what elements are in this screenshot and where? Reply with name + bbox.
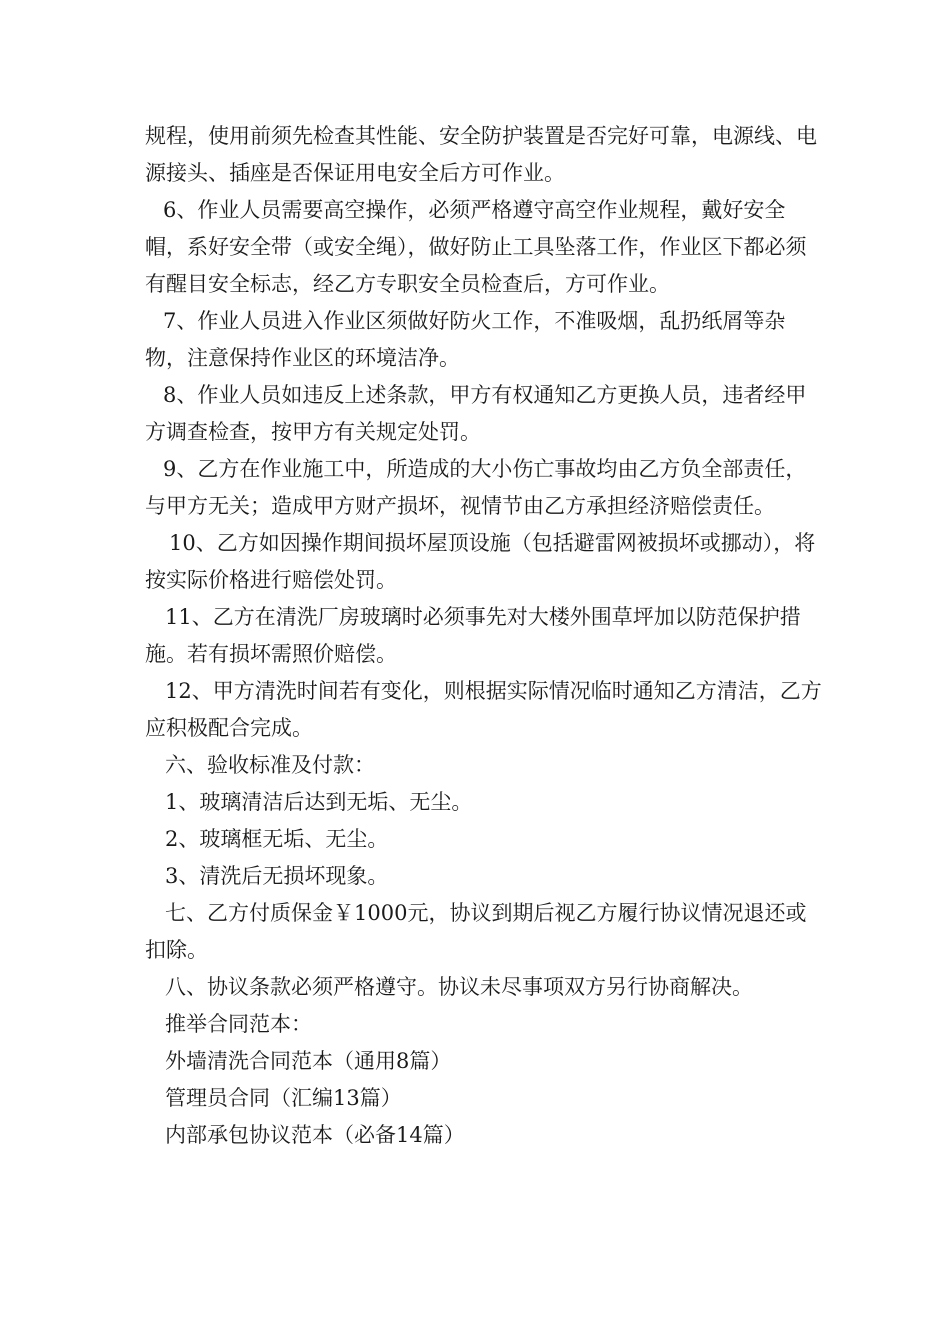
paragraph-clause-7: 7、作业人员进入作业区须做好防火工作，不准吸烟，乱扔纸屑等杂物，注意保持作业区的环境洁净。 xyxy=(145,309,786,370)
section-6-item-1: 1、玻璃清洁后达到无垢、无尘。 xyxy=(165,790,473,814)
paragraph-clause-6: 6、作业人员需要高空操作，必须严格遵守高空作业规程，戴好安全帽，系好安全带（或安全绳），做好防止工具坠落工作，作业区下都必须有醒目安全标志，经乙方专职安全员检查后，方可作业。 xyxy=(145,198,807,296)
paragraph-clause-5-continued: 规程，使用前须先检查其性能、安全防护装置是否完好可靠，电源线、电源接头、插座是否保证用电安全后方可作业。 xyxy=(145,124,817,185)
section-7: 七、乙方付质保金￥1000元，协议到期后视乙方履行协议情况退还或扣除。 xyxy=(145,901,807,962)
recommend-heading: 推举合同范本： xyxy=(165,1012,312,1036)
recommend-link-2[interactable]: 管理员合同（汇编13篇） xyxy=(165,1086,402,1110)
section-6-item-2: 2、玻璃框无垢、无尘。 xyxy=(165,827,389,851)
recommend-link-3[interactable]: 内部承包协议范本（必备14篇） xyxy=(165,1123,465,1147)
section-6-item-3: 3、清洗后无损坏现象。 xyxy=(165,864,389,888)
paragraph-clause-8: 8、作业人员如违反上述条款，甲方有权通知乙方更换人员，违者经甲方调查检查，按甲方有关规定处罚。 xyxy=(145,383,807,444)
paragraph-clause-12: 12、甲方清洗时间若有变化，则根据实际情况临时通知乙方清洁，乙方应积极配合完成。 xyxy=(145,679,822,740)
section-6-heading: 六、验收标准及付款： xyxy=(165,753,375,777)
paragraph-clause-9: 9、乙方在作业施工中，所造成的大小伤亡事故均由乙方负全部责任，与甲方无关；造成甲方财产损坏，视情节由乙方承担经济赔偿责任。 xyxy=(145,457,807,518)
section-8: 八、协议条款必须严格遵守。协议未尽事项双方另行协商解决。 xyxy=(165,975,753,999)
document-body xyxy=(145,118,825,1154)
recommend-link-1[interactable]: 外墙清洗合同范本（通用8篇） xyxy=(165,1049,452,1073)
paragraph-clause-10: 10、乙方如因操作期间损坏屋顶设施（包括避雷网被损坏或挪动），将按实际价格进行赔偿处罚。 xyxy=(145,531,816,592)
paragraph-clause-11: 11、乙方在清洗厂房玻璃时必须事先对大楼外围草坪加以防范保护措施。若有损坏需照价赔偿。 xyxy=(145,605,801,666)
